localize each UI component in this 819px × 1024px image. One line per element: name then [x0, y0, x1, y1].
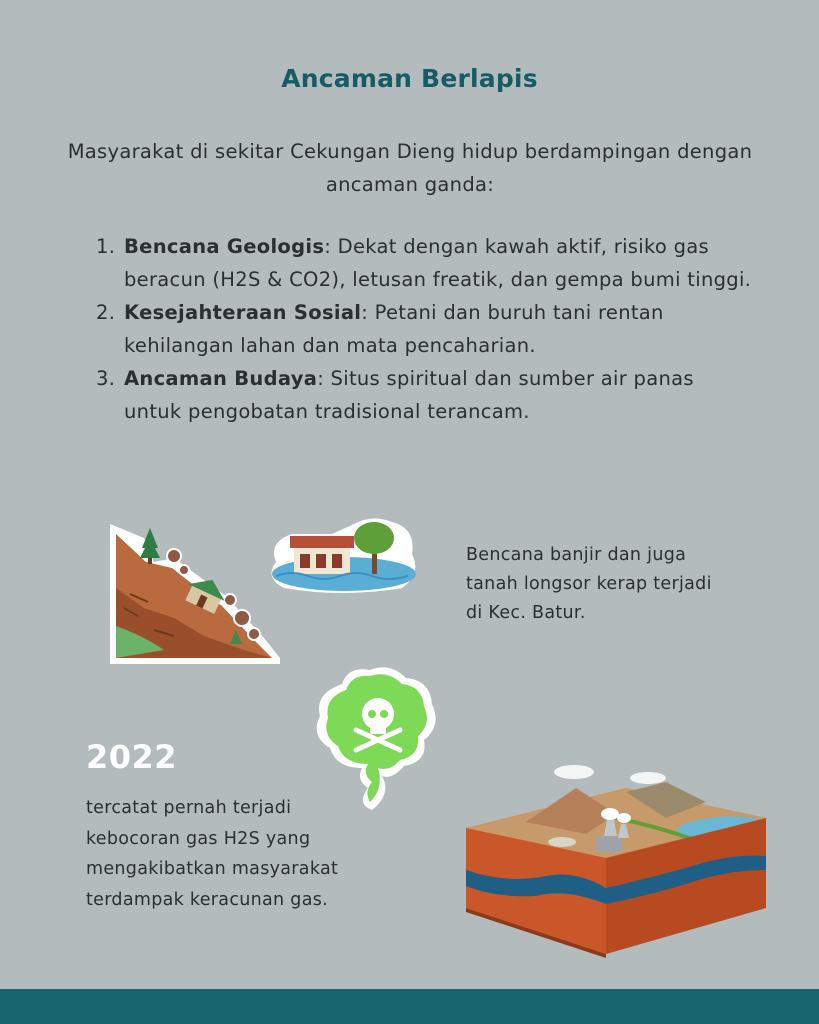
threat-desc: : Dekat dengan kawah aktif, risiko gas beracun (H2S & CO2), letusan freatik, dan gempa bumi tinggi.: [124, 235, 752, 291]
threat-name: Ancaman Budaya: [124, 367, 318, 390]
threat-number: 1.: [96, 235, 116, 258]
threat-name: Kesejahteraan Sosial: [124, 301, 362, 324]
threat-item-sosial: [96, 296, 756, 362]
threat-list: [96, 230, 756, 428]
threat-desc: : Situs spiritual dan sumber air panas untuk pengobatan tradisional terancam.: [124, 367, 694, 423]
gas-incident-year: 2022: [86, 738, 178, 776]
toxic-gas-icon: [312, 664, 438, 814]
threat-number: 3.: [96, 367, 116, 390]
page-title: Ancaman Berlapis: [281, 64, 538, 93]
threat-name: Bencana Geologis: [124, 235, 325, 258]
footer-bar: [0, 989, 819, 1024]
threat-desc: : Petani dan buruh tani rentan kehilangan lahan dan mata pencaharian.: [124, 301, 664, 357]
threat-item-budaya: [96, 362, 756, 428]
intro-text: Masyarakat di sekitar Cekungan Dieng hidup berdampingan dengan ancaman ganda:: [67, 140, 753, 196]
geothermal-plant-icon: [466, 758, 772, 958]
threat-item-geologis: [96, 230, 756, 296]
disaster-note: Bencana banjir dan juga tanah longsor kerap terjadi di Kec. Batur.: [466, 545, 712, 623]
landslide-icon: [104, 518, 286, 668]
flood-icon: [262, 514, 424, 598]
threat-number: 2.: [96, 301, 116, 324]
gas-incident-note: tercatat pernah terjadi kebocoran gas H2S yang mengakibatkan masyarakat terdampak keracunan gas.: [86, 798, 339, 910]
